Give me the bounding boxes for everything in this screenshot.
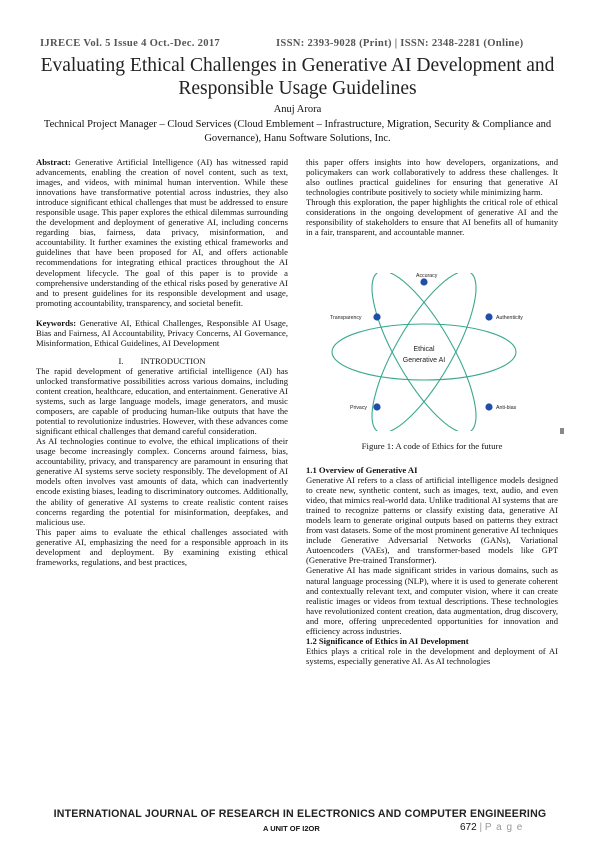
right-paragraph-2: Through this exploration, the paper highlights the critical role of ethical considerations in the ongoing development of generative AI and the responsibility of stakeholders to ensure that AI benefits all of humanity in a fair, transparent, and accountable manner. xyxy=(306,197,558,238)
keywords-label: Keywords: xyxy=(36,317,77,328)
figure-caption: Figure 1: A code of Ethics for the future xyxy=(361,441,503,451)
node-privacy xyxy=(373,403,380,410)
introduction-heading: I. INTRODUCTION xyxy=(118,355,206,366)
footer-journal-name: INTERNATIONAL JOURNAL OF RESEARCH IN ELECTRONICS AND COMPUTER ENGINEERING xyxy=(53,808,547,820)
section-1-1-paragraph-2: Generative AI has made significant strides in various domains, such as natural language processing (NLP), where it is used to generate coherent and contextually relevant text, and computer vision, where it can create realistic images or videos from textual descriptions. These technologies have revolutionized content creation, data augmentation, drug discovery, and more, offering unprecedented opportunities for innovation and efficiency across industries. xyxy=(306,565,558,636)
section-1-1-heading: 1.1 Overview of Generative AI xyxy=(306,465,418,475)
author-affiliation: Technical Project Manager – Cloud Services (Cloud Emblement – Infrastructure, Migration, Security & Compliance and Governance), Hanu Software Solutions, Inc. xyxy=(43,119,552,144)
paper-title: Evaluating Ethical Challenges in Generative AI Development and Responsible Usage Guidelines xyxy=(40,55,555,99)
section-1-1-paragraph-1: Generative AI refers to a class of artificial intelligence models designed to create new, synthetic content, such as images, text, audio, and even video, that mimics real-world data. Unlike traditional AI systems that are trained to recognize patterns or classify existing data, generative AI models learn to generate original outputs based on patterns they extract from vast datasets. Some of the most prominent generative AI techniques include Generative Adversarial Networks (GANs), Variational Autoencoders (VAEs), and transformer-based models like GPT (Generative Pre-trained Transformer). xyxy=(306,475,558,566)
right-column-bottom xyxy=(306,465,558,666)
node-accuracy xyxy=(420,278,427,285)
page-word: P a g e xyxy=(484,822,524,833)
label-authenticity: Authenticity xyxy=(496,315,523,321)
page-number-value: 672 xyxy=(460,822,477,833)
left-column xyxy=(36,157,288,567)
keywords-paragraph xyxy=(36,318,288,348)
abstract-label: Abstract: xyxy=(36,157,71,167)
intro-paragraph-3: This paper aims to evaluate the ethical challenges associated with generative AI, emphasizing the need for a responsible approach in its development and deployment. By examining existing ethical frameworks, regulations, and best practices, xyxy=(36,526,288,567)
section-1-2-paragraph-1: Ethics plays a critical role in the development and deployment of AI systems, especially generative AI. As AI technologies xyxy=(306,645,558,666)
node-anti-bias xyxy=(485,403,492,410)
ethics-figure xyxy=(320,273,528,431)
author-name: Anuj Arora xyxy=(273,104,322,115)
page-number xyxy=(460,822,523,833)
journal-header-issn: ISSN: 2393-9028 (Print) | ISSN: 2348-2281 (Online) xyxy=(276,38,524,49)
label-transparency: Transparency xyxy=(330,315,362,321)
label-privacy: Privacy xyxy=(350,405,368,411)
figure-center-line1: Ethical xyxy=(413,346,435,353)
label-accuracy: Accuracy xyxy=(416,273,438,279)
label-anti-bias: Anti-bias xyxy=(496,405,517,411)
node-transparency xyxy=(373,313,380,320)
abstract-text: Generative Artificial Intelligence (AI) has witnessed rapid advancements, enabling the creation of novel content, such as text, images, and videos, with minimal human intervention. While these innovations have transformative potential across industries, they also introduce significant ethical challenges that must be addressed to ensure responsible usage. This paper explores the ethical dilemmas surrounding the development and deployment of generative AI, including concerns regarding bias, fairness, data privacy, misinformation, and accountability. It further examines the existing ethical frameworks and guidelines that have been proposed for AI, and offers actionable recommendations for integrating ethical practices throughout the AI development lifecycle. The goal of this paper is to provide a comprehensive understanding of the ethical risks posed by generative AI and to present guidelines for its responsible development and usage, promoting accountability, transparency, and societal benefit. xyxy=(36,157,288,308)
footer-unit: A UNIT OF I2OR xyxy=(263,824,320,833)
keywords-text: Generative AI, Ethical Challenges, Responsible AI Usage, Bias and Fairness, AI Accountability, Privacy Concerns, AI Governance, Misinformation, Ethical Guidelines, AI Development xyxy=(36,317,288,348)
section-1-2-heading: 1.2 Significance of Ethics in AI Development xyxy=(306,635,469,646)
page-separator: | xyxy=(479,822,483,833)
figure-center-line2: Generative AI xyxy=(402,357,446,364)
abstract-paragraph xyxy=(36,157,288,308)
intro-paragraph-1: The rapid development of generative artificial intelligence (AI) has unlocked transformative possibilities across various domains, including content creation, healthcare, education, and entertainment. Generative AI systems, such as large language models, image generators, and music composers, are capable of producing human-like outputs that have the potential to revolutionize industries. However, with these advances come significant ethical challenges that demand careful consideration. xyxy=(36,365,288,437)
journal-header-left: IJRECE Vol. 5 Issue 4 Oct.-Dec. 2017 xyxy=(40,38,221,49)
node-authenticity xyxy=(485,313,492,320)
right-paragraph-1: this paper offers insights into how developers, organizations, and policymakers can work collaboratively to address these challenges. It also outlines practical guidelines for ensuring that generative AI technologies contribute positively to society while minimizing harm. xyxy=(306,157,558,198)
intro-paragraph-2: As AI technologies continue to evolve, the ethical implications of their usage become increasingly complex. Concerns around fairness, bias, accountability, privacy, and transparency are paramount in ensuring that generative AI systems serve society responsibly. The development of AI models often involves vast amounts of data, which can inadvertently encode existing biases, leading to discriminatory outcomes. Additionally, the ability of generative AI systems to create realistic content raises concerns regarding the potential for misinformation, deepfakes, and malicious use. xyxy=(36,436,288,527)
right-column-top xyxy=(306,157,558,237)
margin-mark xyxy=(560,428,564,434)
